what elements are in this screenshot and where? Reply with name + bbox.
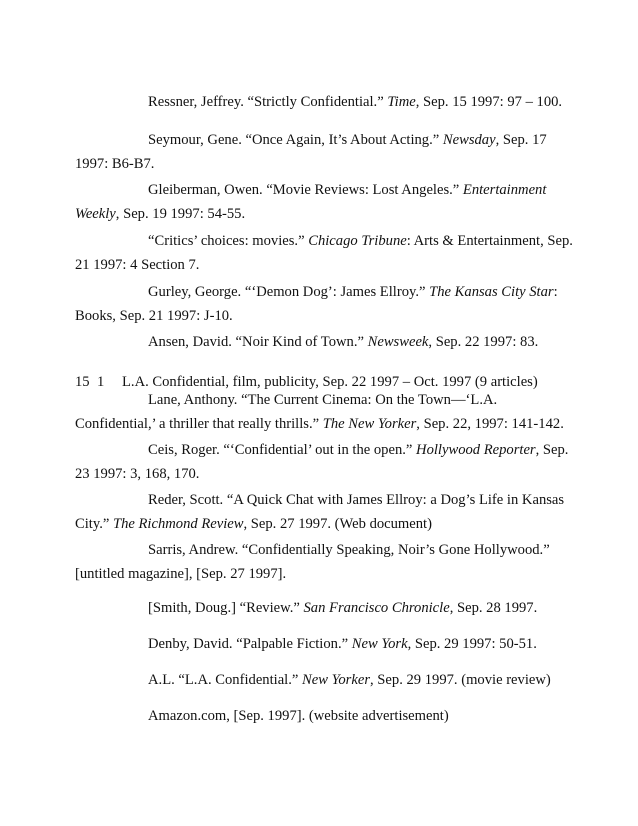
citation-line — [75, 202, 570, 226]
folder-number: 1 — [97, 374, 105, 390]
folder-description: L.A. Confidential, film, publicity, Sep. 22 1997 – Oct. 1997 (9 articles) — [122, 374, 538, 390]
publication-title: New York — [351, 636, 408, 652]
citation-text: , Sep. 17 — [495, 132, 547, 148]
citation-text: Denby, David. “Palpable Fiction.” — [148, 636, 352, 652]
citation-entry — [75, 438, 570, 486]
citation-line — [75, 632, 570, 656]
citation-entry — [75, 632, 570, 656]
citation-text: “Critics’ choices: movies.” — [148, 233, 309, 249]
publication-title: Weekly — [75, 206, 116, 222]
publication-title: Hollywood Reporter — [416, 442, 536, 458]
citation-line — [75, 152, 570, 176]
citation-line — [75, 388, 570, 412]
citation-line — [75, 304, 570, 328]
citation-text: Reder, Scott. “A Quick Chat with James Ellroy: a Dog’s Life in Kansas — [148, 492, 565, 508]
citation-text: , Sep. 19 1997: 54-55. — [115, 206, 246, 222]
citation-text: Books, Sep. 21 1997: J-10. — [75, 308, 233, 324]
citation-line — [75, 462, 570, 486]
citation-text: , Sep. 29 1997. (movie review) — [370, 672, 551, 688]
citation-line — [75, 280, 570, 304]
citation-text: Ceis, Roger. “‘Confidential’ out in the open.” — [148, 442, 417, 458]
box-number: 15 — [75, 374, 90, 390]
citation-entry — [75, 90, 570, 114]
citation-entry — [75, 596, 570, 620]
citation-text: Lane, Anthony. “The Current Cinema: On the Town—‘L.A. — [148, 392, 498, 408]
citation-text: City.” — [75, 516, 113, 532]
citation-text: , Sep. — [535, 442, 569, 458]
citation-line — [75, 128, 570, 152]
citation-text: , Sep. 27 1997. (Web document) — [243, 516, 432, 532]
citation-text: Gurley, George. “‘Demon Dog’: James Ellroy.” — [148, 284, 430, 300]
citation-text: , Sep. 22, 1997: 141-142. — [416, 416, 564, 432]
citation-text: Confidential,’ a thriller that really thrills.” — [75, 416, 323, 432]
citation-text: : — [553, 284, 558, 300]
citation-entry — [75, 330, 570, 354]
publication-title: Chicago Tribune — [308, 233, 407, 249]
citation-entry — [75, 668, 570, 692]
citation-line — [75, 253, 570, 277]
citation-text: : Arts & Entertainment, Sep. — [406, 233, 573, 249]
citation-line — [75, 438, 570, 462]
citation-text: 21 1997: 4 Section 7. — [75, 257, 200, 273]
citation-line — [75, 538, 570, 562]
citation-text: Seymour, Gene. “Once Again, It’s About Acting.” — [148, 132, 443, 148]
citation-text: Amazon.com, [Sep. 1997]. (website advertisement) — [148, 708, 449, 724]
citation-text: , Sep. 15 1997: 97 – 100. — [415, 94, 563, 110]
publication-title: Newsweek — [367, 334, 429, 350]
citation-line — [75, 488, 570, 512]
citation-line — [75, 178, 570, 202]
citation-text: Sarris, Andrew. “Confidentially Speaking, Noir’s Gone Hollywood.” — [148, 542, 550, 558]
citation-line — [75, 412, 570, 436]
citation-line — [75, 596, 570, 620]
citation-text: , Sep. 28 1997. — [449, 600, 538, 616]
citation-text: , Sep. 22 1997: 83. — [428, 334, 539, 350]
citation-text: Ressner, Jeffrey. “Strictly Confidential.” — [148, 94, 388, 110]
citation-text: [Smith, Doug.] “Review.” — [148, 600, 304, 616]
citation-line — [75, 704, 570, 728]
publication-title: The Richmond Review — [112, 516, 244, 532]
citation-text: , Sep. 29 1997: 50-51. — [407, 636, 537, 652]
citation-entry — [75, 388, 570, 436]
citation-entry — [75, 229, 573, 277]
publication-title: San Francisco Chronicle — [303, 600, 450, 616]
citation-text: [untitled magazine], [Sep. 27 1997]. — [75, 566, 287, 582]
citation-line — [75, 90, 570, 114]
publication-title: The Kansas City Star — [429, 284, 554, 300]
citation-entry — [75, 280, 570, 328]
citation-line — [75, 512, 570, 536]
publication-title: Entertainment — [462, 182, 547, 198]
citation-entry — [75, 488, 570, 536]
citation-line — [75, 229, 573, 253]
citation-text: 1997: B6-B7. — [75, 156, 155, 172]
citation-entry — [75, 704, 570, 728]
citation-text: A.L. “L.A. Confidential.” — [148, 672, 303, 688]
citation-entry — [75, 178, 570, 226]
citation-entry — [75, 538, 570, 586]
citation-text: Ansen, David. “Noir Kind of Town.” — [148, 334, 368, 350]
citation-line — [75, 562, 570, 586]
publication-title: Time — [387, 94, 416, 110]
citation-line — [75, 668, 570, 692]
publication-title: New Yorker — [302, 672, 370, 688]
citation-entry — [75, 128, 570, 176]
citation-line — [75, 330, 570, 354]
citation-text: Gleiberman, Owen. “Movie Reviews: Lost Angeles.” — [148, 182, 463, 198]
publication-title: The New Yorker — [322, 416, 417, 432]
citation-text: 23 1997: 3, 168, 170. — [75, 466, 200, 482]
publication-title: Newsday — [442, 132, 496, 148]
